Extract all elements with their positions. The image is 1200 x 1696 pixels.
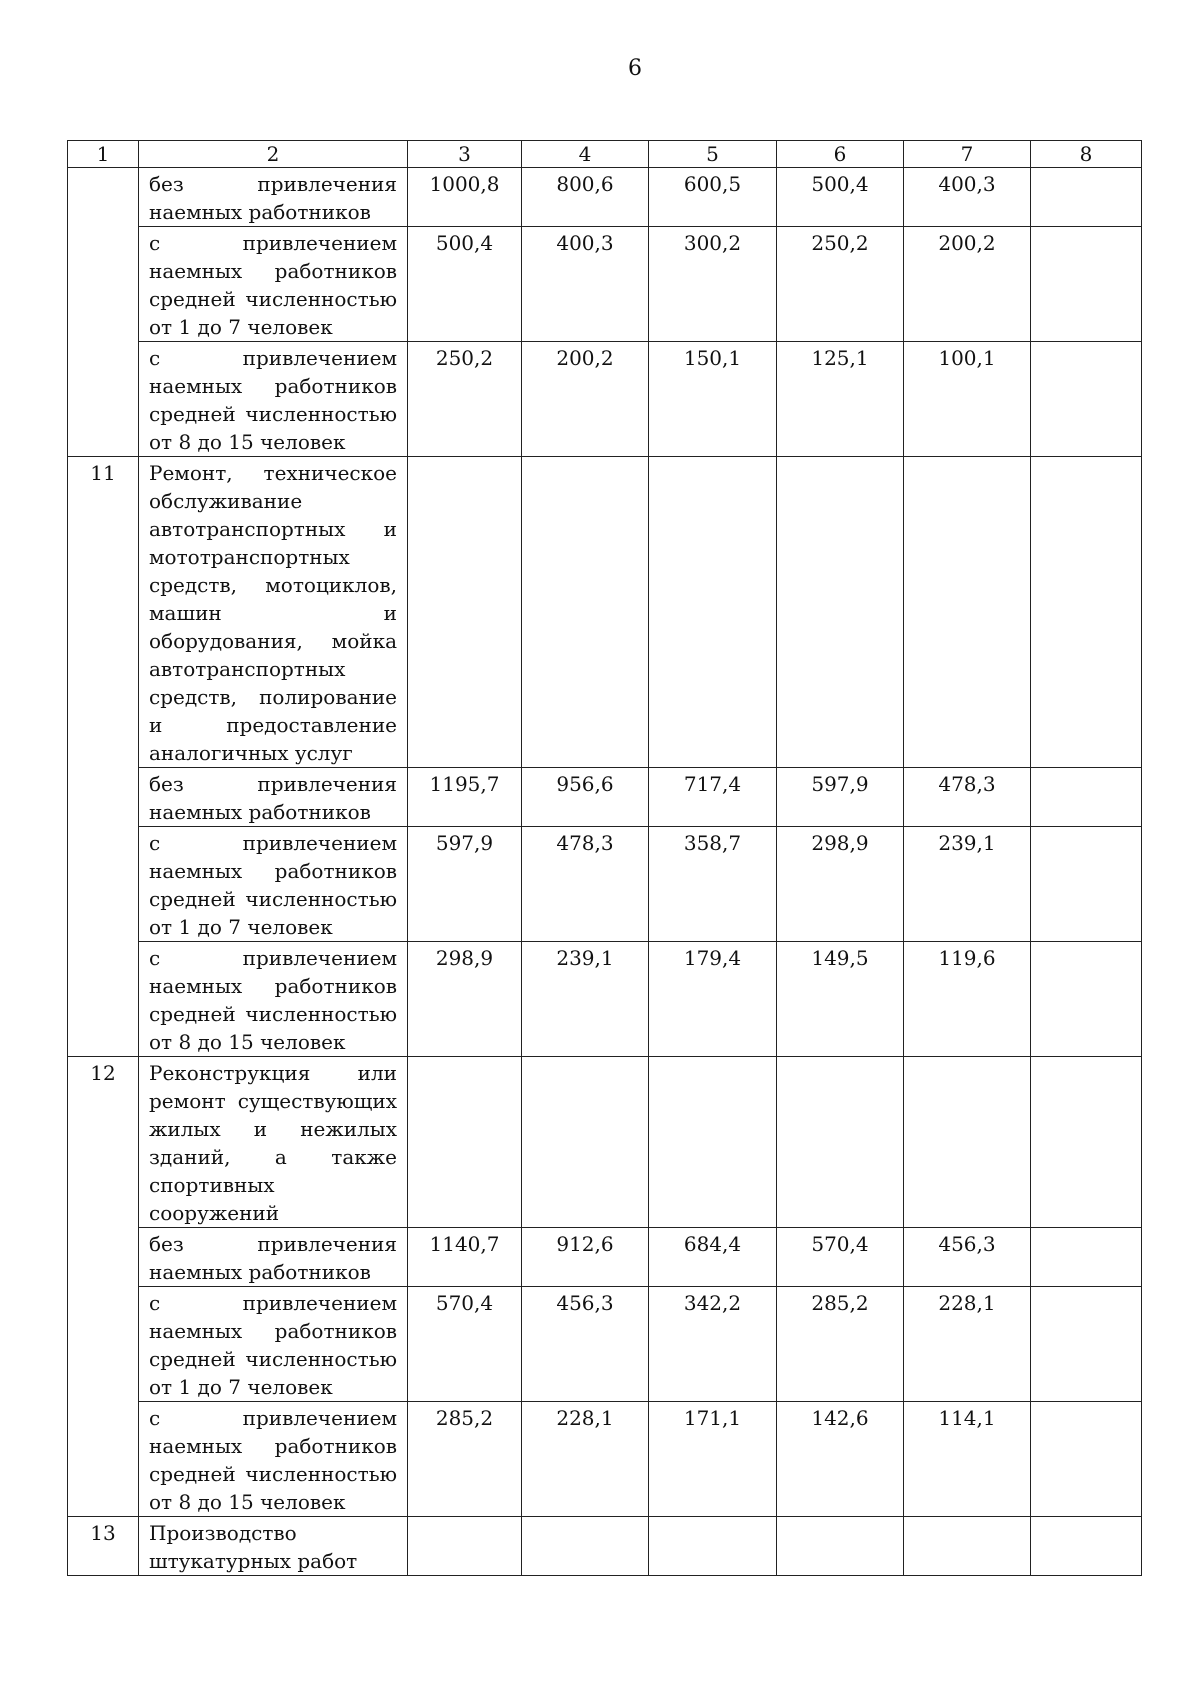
row-description-cell: Ремонт, техническое обслуживание автотранспортных и мототранспортных средств, мотоциклов, машин и оборудования, мойка автотранспортных средств, полирование и предоставление аналогичных услуг (139, 457, 408, 768)
value-cell-col-5: 342,2 (649, 1287, 777, 1402)
table-body (68, 141, 1142, 1576)
value-cell-col-3 (408, 1057, 522, 1228)
value-cell-col-3 (408, 457, 522, 768)
value-cell-col-4 (522, 1517, 649, 1576)
row-description-cell: без привлечения наемных работников (139, 168, 408, 227)
table-row (68, 342, 1142, 457)
value-cell-col-4: 478,3 (522, 827, 649, 942)
row-description-cell: без привлечения наемных работников (139, 768, 408, 827)
value-cell-col-7: 200,2 (904, 227, 1031, 342)
value-cell-col-3: 298,9 (408, 942, 522, 1057)
column-header: 1 (68, 141, 139, 168)
value-cell-col-4: 228,1 (522, 1402, 649, 1517)
table-row (68, 1517, 1142, 1576)
value-cell-col-6: 142,6 (777, 1402, 904, 1517)
value-cell-col-6: 125,1 (777, 342, 904, 457)
tariff-table (67, 140, 1142, 1576)
value-cell-col-5: 684,4 (649, 1228, 777, 1287)
value-cell-col-7: 456,3 (904, 1228, 1031, 1287)
row-number-cell: 13 (68, 1517, 139, 1576)
value-cell-col-5: 179,4 (649, 942, 777, 1057)
value-cell-col-6: 570,4 (777, 1228, 904, 1287)
table-row (68, 1057, 1142, 1228)
value-cell-col-4: 800,6 (522, 168, 649, 227)
value-cell-col-8 (1031, 942, 1142, 1057)
value-cell-col-6: 597,9 (777, 768, 904, 827)
column-header: 3 (408, 141, 522, 168)
row-description-cell: с привлечением наемных работников средней численностью от 8 до 15 человек (139, 1402, 408, 1517)
row-number-cell (68, 942, 139, 1057)
value-cell-col-4: 400,3 (522, 227, 649, 342)
value-cell-col-6 (777, 1517, 904, 1576)
value-cell-col-3: 250,2 (408, 342, 522, 457)
value-cell-col-8 (1031, 342, 1142, 457)
table-row (68, 1228, 1142, 1287)
row-description-cell: с привлечением наемных работников средней численностью от 1 до 7 человек (139, 827, 408, 942)
row-description-cell: с привлечением наемных работников средней численностью от 8 до 15 человек (139, 342, 408, 457)
table-row (68, 1287, 1142, 1402)
table-row (68, 168, 1142, 227)
table-row (68, 1402, 1142, 1517)
value-cell-col-5 (649, 1517, 777, 1576)
value-cell-col-5 (649, 1057, 777, 1228)
column-header: 6 (777, 141, 904, 168)
column-header: 5 (649, 141, 777, 168)
value-cell-col-7: 119,6 (904, 942, 1031, 1057)
value-cell-col-6: 149,5 (777, 942, 904, 1057)
table-row (68, 227, 1142, 342)
value-cell-col-3: 500,4 (408, 227, 522, 342)
value-cell-col-4: 239,1 (522, 942, 649, 1057)
table-row (68, 827, 1142, 942)
row-number-cell (68, 342, 139, 457)
value-cell-col-8 (1031, 1287, 1142, 1402)
value-cell-col-7 (904, 457, 1031, 768)
row-description-cell: Реконструкция или ремонт существующих жилых и нежилых зданий, а также спортивных сооружений (139, 1057, 408, 1228)
value-cell-col-7: 478,3 (904, 768, 1031, 827)
value-cell-col-3 (408, 1517, 522, 1576)
column-number-row (68, 141, 1142, 168)
row-description-cell: с привлечением наемных работников средней численностью от 1 до 7 человек (139, 1287, 408, 1402)
value-cell-col-6: 298,9 (777, 827, 904, 942)
value-cell-col-5: 600,5 (649, 168, 777, 227)
value-cell-col-5: 300,2 (649, 227, 777, 342)
value-cell-col-4: 200,2 (522, 342, 649, 457)
row-description-cell: без привлечения наемных работников (139, 1228, 408, 1287)
value-cell-col-3: 285,2 (408, 1402, 522, 1517)
value-cell-col-8 (1031, 1228, 1142, 1287)
value-cell-col-8 (1031, 827, 1142, 942)
column-header: 8 (1031, 141, 1142, 168)
value-cell-col-6: 285,2 (777, 1287, 904, 1402)
value-cell-col-5: 717,4 (649, 768, 777, 827)
value-cell-col-8 (1031, 168, 1142, 227)
value-cell-col-8 (1031, 768, 1142, 827)
column-header: 2 (139, 141, 408, 168)
value-cell-col-3: 597,9 (408, 827, 522, 942)
column-header: 7 (904, 141, 1031, 168)
table-row (68, 768, 1142, 827)
value-cell-col-6: 500,4 (777, 168, 904, 227)
value-cell-col-4 (522, 1057, 649, 1228)
value-cell-col-8 (1031, 457, 1142, 768)
value-cell-col-7: 228,1 (904, 1287, 1031, 1402)
row-number-cell (68, 168, 139, 227)
value-cell-col-8 (1031, 1057, 1142, 1228)
value-cell-col-8 (1031, 1517, 1142, 1576)
row-description-cell: с привлечением наемных работников средней численностью от 8 до 15 человек (139, 942, 408, 1057)
table-row (68, 942, 1142, 1057)
value-cell-col-4: 456,3 (522, 1287, 649, 1402)
value-cell-col-4 (522, 457, 649, 768)
row-number-cell (68, 1287, 139, 1402)
page-number: 6 (628, 56, 642, 81)
value-cell-col-7: 114,1 (904, 1402, 1031, 1517)
row-number-cell (68, 1228, 139, 1287)
table-row (68, 457, 1142, 768)
row-description-cell: Производство штукатурных работ (139, 1517, 408, 1576)
value-cell-col-6 (777, 1057, 904, 1228)
value-cell-col-7: 239,1 (904, 827, 1031, 942)
row-number-cell (68, 827, 139, 942)
value-cell-col-7: 100,1 (904, 342, 1031, 457)
row-number-cell (68, 227, 139, 342)
value-cell-col-6: 250,2 (777, 227, 904, 342)
column-header: 4 (522, 141, 649, 168)
value-cell-col-3: 570,4 (408, 1287, 522, 1402)
value-cell-col-8 (1031, 1402, 1142, 1517)
value-cell-col-5 (649, 457, 777, 768)
row-number-cell: 12 (68, 1057, 139, 1228)
value-cell-col-4: 956,6 (522, 768, 649, 827)
value-cell-col-5: 150,1 (649, 342, 777, 457)
row-number-cell (68, 768, 139, 827)
value-cell-col-7 (904, 1517, 1031, 1576)
value-cell-col-5: 171,1 (649, 1402, 777, 1517)
value-cell-col-3: 1000,8 (408, 168, 522, 227)
row-description-cell: с привлечением наемных работников средней численностью от 1 до 7 человек (139, 227, 408, 342)
row-number-cell: 11 (68, 457, 139, 768)
value-cell-col-6 (777, 457, 904, 768)
value-cell-col-3: 1195,7 (408, 768, 522, 827)
value-cell-col-7: 400,3 (904, 168, 1031, 227)
value-cell-col-5: 358,7 (649, 827, 777, 942)
value-cell-col-3: 1140,7 (408, 1228, 522, 1287)
value-cell-col-7 (904, 1057, 1031, 1228)
value-cell-col-4: 912,6 (522, 1228, 649, 1287)
row-number-cell (68, 1402, 139, 1517)
value-cell-col-8 (1031, 227, 1142, 342)
